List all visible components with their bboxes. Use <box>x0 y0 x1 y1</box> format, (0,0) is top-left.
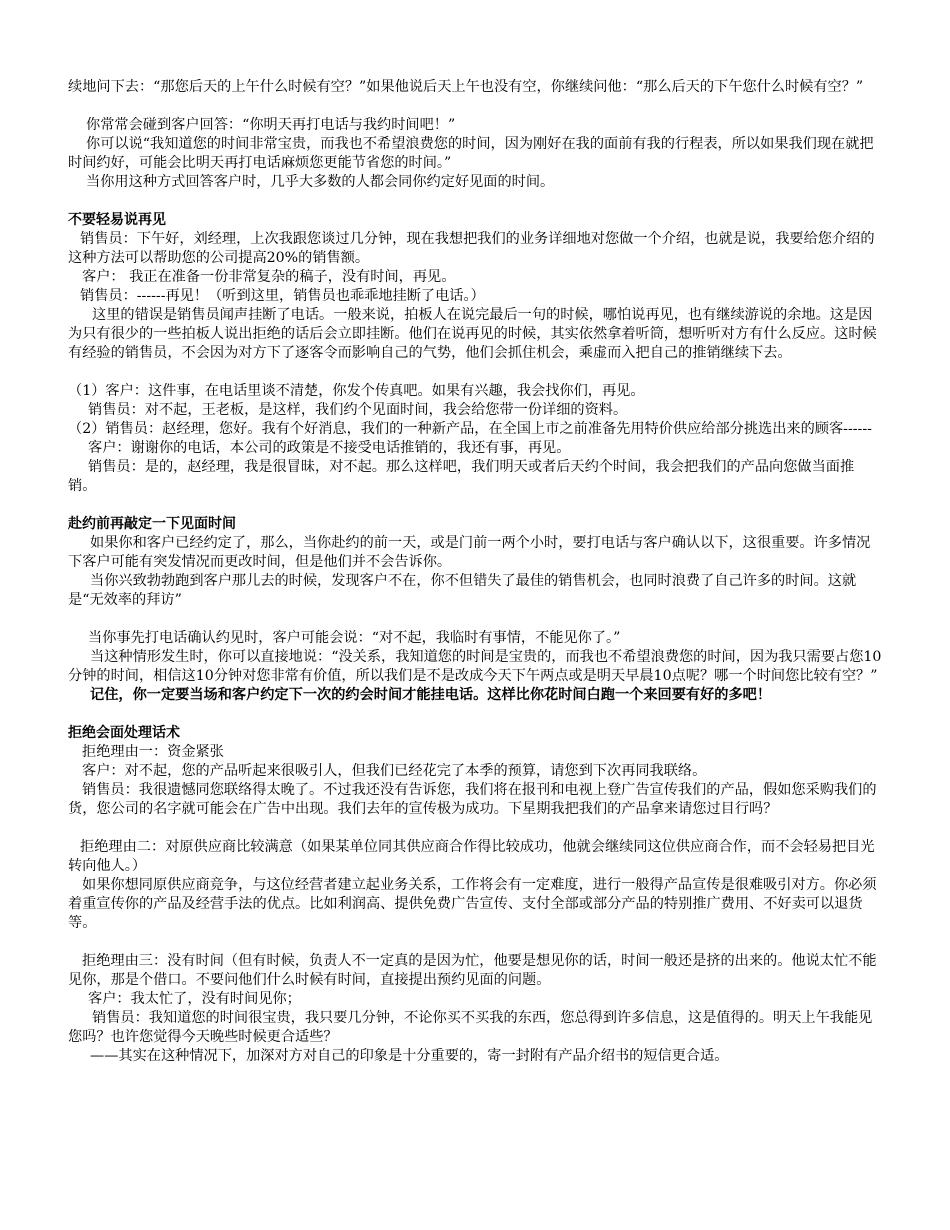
paragraph: 销售员：对不起，王老板，是这样，我们约个见面时间，我会给您带一份详细的资料。 <box>88 402 628 418</box>
paragraph: 拒绝理由三：没有时间（但有时候，负责人不一定真的是因为忙，他要是想见你的话，时间一般还是挤的出来的。他说太忙不能见你，那是个借口。不要问他们什么时候有时间，直接提出预约见面的问题。 <box>68 953 877 988</box>
paragraph: 续地问下去：“那您后天的上午什么时候有空？”如果他说后天上午也没有空，你继续问他：“那么后天的下午您什么时候有空？” <box>68 79 864 95</box>
paragraph: 当你事先打电话确认约见时，客户可能会说：“对不起，我临时有事情，不能见你了。” <box>88 630 621 646</box>
paragraph: 销售员：------再见！（听到这里，销售员也乖乖地挂断了电话。） <box>80 288 485 304</box>
paragraph: 你常常会碰到客户回答：“你明天再打电话与我约时间吧！” <box>86 117 456 133</box>
paragraph: 这里的错误是销售员闻声挂断了电话。一般来说，拍板人在说完最后一句的时候，哪怕说再见，也有继续游说的余地。这是因为只有很少的一些拍板人说出拒绝的话后会立即挂断。他们在说再见的时候，其实依然拿着听筒，想听听对方有什么反应。这时候有经验的销售员，不会因为对方下了逐客令而影响自己的气势，他们会抓住机会，乘虚而入把自己的推销继续下去。 <box>68 307 877 361</box>
paragraph: 当你用这种方式回答客户时，几乎大多数的人都会同你约定好见面的时间。 <box>86 174 555 190</box>
paragraph: 拒绝理由一：资金紧张 <box>82 744 224 760</box>
paragraph: ——其实在这种情况下，加深对方对自己的印象是十分重要的，寄一封附有产品介绍书的短信更合适。 <box>90 1048 729 1064</box>
paragraph: 销售员：下午好，刘经理，上次我跟您谈过几分钟，现在我想把我们的业务详细地对您做一个介绍，也就是说，我要给您介绍的这种方法可以帮助您的公司提高20%的销售额。 <box>68 231 875 266</box>
paragraph-spacer <box>68 496 882 515</box>
paragraph: 拒绝理由二：对原供应商比较满意（如果某单位同其供应商合作得比较成功，他就会继续同这位供应商合作，而不会轻易把目光转向他人。） <box>68 839 875 874</box>
section-heading: 赴约前再敲定一下见面时间 <box>68 516 236 532</box>
section-heading: 不要轻易说再见 <box>68 212 166 228</box>
paragraph: 客户： 我正在准备一份非常复杂的稿子，没有时间，再见。 <box>82 269 456 285</box>
paragraph: 销售员：我很遗憾同您联络得太晚了。不过我还没有告诉您，我们将在报刊和电视上登广告宣传我们的产品，假如您采购我们的货，您公司的名字就可能会在广告中出现。我们去年的宣传极为成功。下星期我把我们的产品拿来请您过目行吗？ <box>68 782 877 817</box>
paragraph: 如果你想同原供应商竞争，与这位经营者建立起业务关系，工作将会有一定难度，进行一般得产品宣传是很难吸引对方。你必须着重宣传你的产品及经营手法的优点。比如利润高、提供免费广告宣传、支付全部或部分产品的特别推广费用、不好卖可以退货等。 <box>68 877 877 931</box>
paragraph-spacer <box>68 192 882 211</box>
paragraph: 销售员：我知道您的时间很宝贵，我只要几分钟，不论你买不买我的东西，您总得到许多信息，这是值得的。明天上午我能见您吗？也许您觉得今天晚些时候更合适些？ <box>68 1010 873 1045</box>
paragraph: 如果你和客户已经约定了，那么，当你赴约的前一天，或是门前一两个小时，要打电话与客户确认以下，这很重要。许多情况下客户可能有突发情况而更改时间，但是他们并不会告诉你。 <box>68 535 871 570</box>
paragraph-spacer <box>68 97 882 116</box>
section-heading: 拒绝会面处理话术 <box>68 725 180 741</box>
paragraph-spacer <box>68 819 882 838</box>
paragraph-spacer <box>68 705 882 724</box>
paragraph: 当你兴致勃勃跑到客户那儿去的时候，发现客户不在，你不但错失了最佳的销售机会，也同时浪费了自己许多的时间。这就是“无效率的拜访” <box>68 573 857 608</box>
paragraph-spacer <box>68 363 882 382</box>
paragraph: （1）客户：这件事，在电话里谈不清楚，你发个传真吧。如果有兴趣，我会找你们，再见。 <box>68 383 645 399</box>
paragraph-spacer <box>68 933 882 952</box>
paragraph-spacer <box>68 610 882 629</box>
paragraph: 你可以说“我知道您的时间非常宝贵，而我也不希望浪费您的时间，因为刚好在我的面前有我的行程表，所以如果我们现在就把时间约好，可能会比明天再打电话麻烦您更能节省您的时间。” <box>68 136 874 171</box>
paragraph: 客户：对不起，您的产品听起来很吸引人，但我们已经花完了本季的预算，请您到下次再同我联络。 <box>82 763 707 779</box>
paragraph: 客户：谢谢你的电话，本公司的政策是不接受电话推销的，我还有事，再见。 <box>88 440 571 456</box>
paragraph: 当这种情形发生时，你可以直接地说：“没关系，我知道您的时间是宝贵的，而我也不希望浪费您的时间，因为我只需要占您10分钟的时间，相信这10分钟对您非常有价值，所以我们是不是改成今天下午两点或是明天早晨10点呢？哪一个时间您比较有空？” <box>68 649 882 684</box>
paragraph: （2）销售员：赵经理，您好。我有个好消息，我们的一种新产品，在全国上市之前准备先用特价供应给部分挑选出来的顾客------ <box>68 421 872 437</box>
bold-note: 记住，你一定要当场和客户约定下一次的约会时间才能挂电话。这样比你花时间白跑一个来回要有好的多吧！ <box>90 687 772 703</box>
paragraph: 客户：我太忙了，没有时间见你； <box>88 991 301 1007</box>
paragraph: 销售员：是的，赵经理，我是很冒昧，对不起。那么这样吧，我们明天或者后天约个时间，我会把我们的产品向您做当面推销。 <box>68 459 855 494</box>
